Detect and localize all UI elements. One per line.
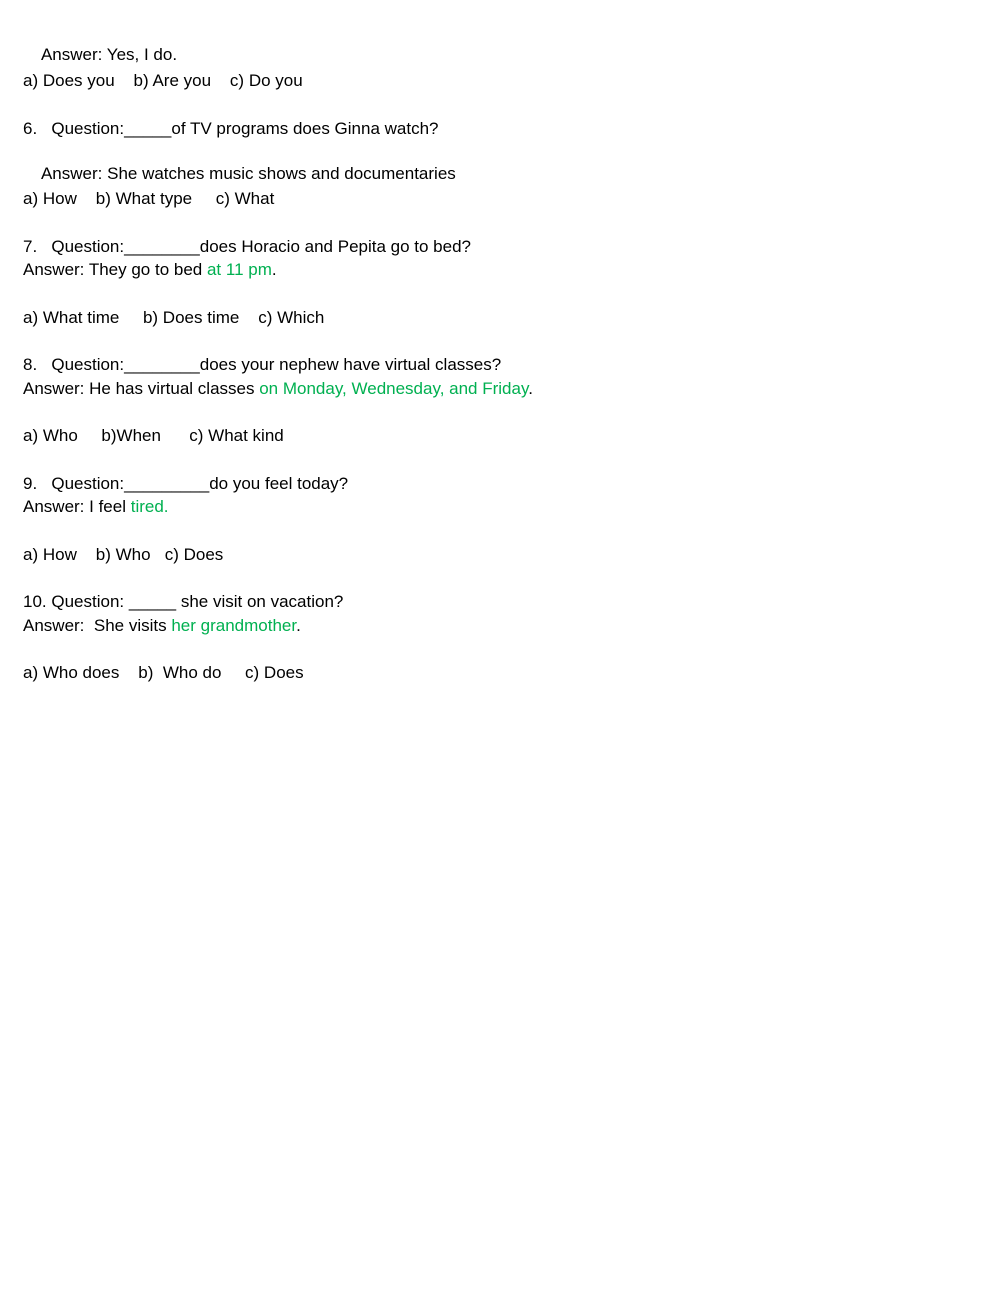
q10-question: 10. Question: _____ she visit on vacation? [23, 592, 344, 611]
q9-answer [23, 496, 169, 518]
q8-answer-suffix: . [528, 379, 533, 398]
q5-answer-text: Answer: Yes, I do. [40, 45, 178, 64]
q10-options: a) Who does b) Who do c) Does [23, 663, 304, 682]
q5-options: a) Does you b) Are you c) Do you [23, 71, 303, 90]
q9-answer-highlight: tired. [130, 497, 169, 516]
q8-question: 8. Question:________does your nephew have virtual classes? [23, 355, 502, 374]
q7-answer-prefix: Answer: They go to bed [23, 260, 207, 279]
q8-answer-highlight: on Monday, Wednesday, and Friday [259, 379, 529, 398]
q6-options: a) How b) What type c) What [23, 189, 275, 208]
q10-answer [23, 615, 301, 637]
q8-options: a) Who b)When c) What kind [23, 426, 284, 445]
q8-answer-prefix: Answer: He has virtual classes [23, 379, 260, 398]
q10-answer-prefix: Answer: She visits [23, 616, 172, 635]
q9-options: a) How b) Who c) Does [23, 545, 224, 564]
q9-question: 9. Question:_________do you feel today? [23, 474, 349, 493]
q6-answer-text: Answer: She watches music shows and documentaries [40, 164, 456, 183]
q6-question: 6. Question:_____of TV programs does Ginna watch? [23, 119, 439, 138]
q8-answer [23, 378, 533, 400]
q7-answer [23, 259, 277, 281]
q7-answer-suffix: . [271, 260, 277, 279]
q9-answer-prefix: Answer: I feel [23, 497, 131, 516]
q7-answer-highlight: at 11 pm [206, 260, 272, 279]
q7-options: a) What time b) Does time c) Which [23, 308, 325, 327]
q7-question: 7. Question:________does Horacio and Pepita go to bed? [23, 237, 472, 256]
q10-answer-highlight: her grandmother [171, 616, 297, 635]
q10-answer-suffix: . [296, 616, 301, 635]
